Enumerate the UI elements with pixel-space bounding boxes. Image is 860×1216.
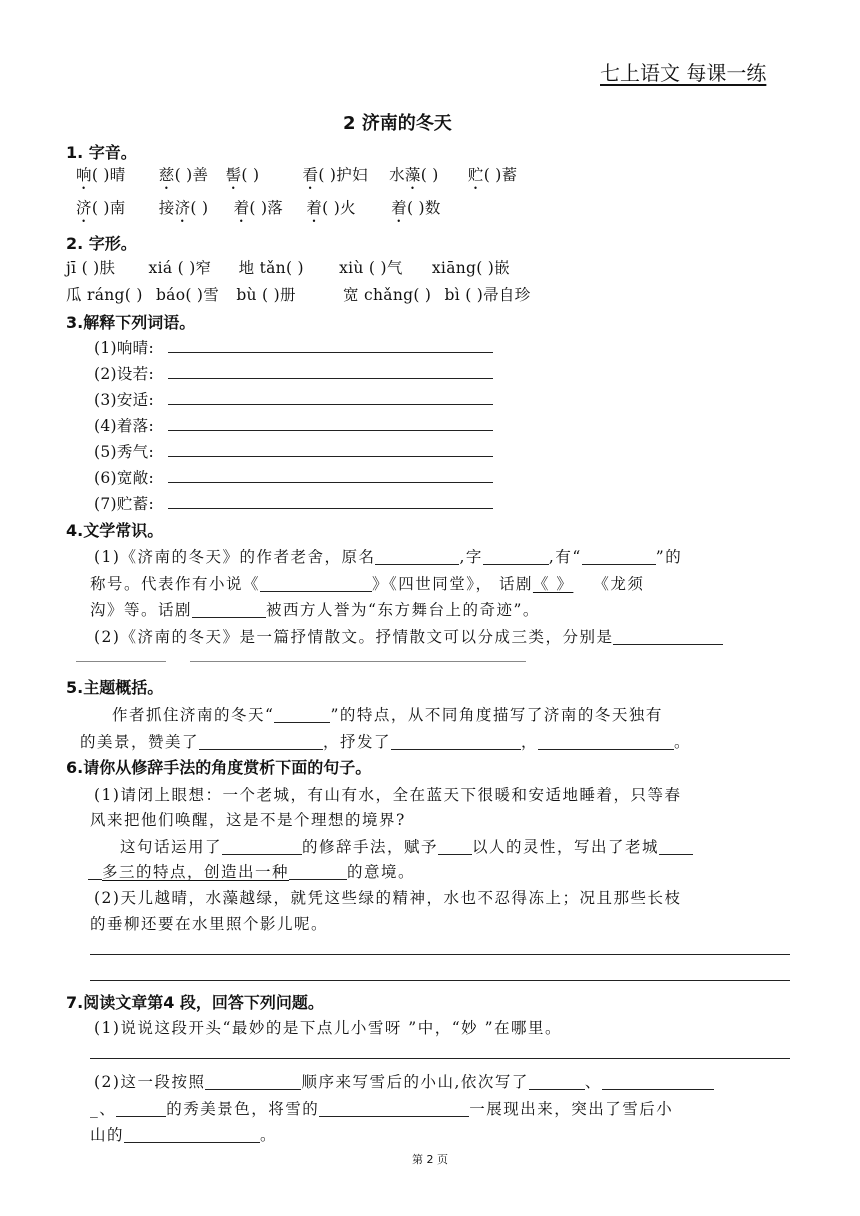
answer-line[interactable] bbox=[168, 404, 493, 405]
q3-heading: 3.解释下列词语。 bbox=[66, 313, 196, 332]
q1-row-1 bbox=[76, 163, 517, 193]
answer-line[interactable] bbox=[90, 954, 790, 955]
q7-s2-line-3: 山的 。 bbox=[90, 1126, 278, 1144]
q2-item: bì ( )帚自珍 bbox=[444, 286, 531, 304]
answer-line[interactable] bbox=[168, 352, 493, 353]
blank[interactable] bbox=[199, 734, 323, 751]
q4-line-4: (2)《济南的冬天》是一篇抒情散文。抒情散文可以分成三类，分别是 bbox=[94, 625, 723, 647]
answer-line[interactable] bbox=[168, 456, 493, 457]
q4-heading: 4.文学常识。 bbox=[66, 521, 164, 540]
blank[interactable] bbox=[88, 864, 102, 881]
q7-heading: 7.阅读文章第4 段，回答下列问题。 bbox=[66, 993, 324, 1012]
q2-row-1 bbox=[66, 256, 510, 278]
blank[interactable] bbox=[116, 1101, 166, 1118]
blank[interactable] bbox=[205, 1074, 301, 1091]
blank[interactable] bbox=[438, 839, 472, 856]
blank[interactable] bbox=[659, 839, 693, 856]
answer-line[interactable] bbox=[190, 661, 526, 662]
q1-item: 髻( ) bbox=[225, 166, 260, 184]
answer-line[interactable] bbox=[168, 482, 493, 483]
blank[interactable] bbox=[289, 864, 347, 881]
blank[interactable] bbox=[483, 549, 549, 566]
q2-item: báo( )雪 bbox=[155, 286, 220, 304]
blank[interactable] bbox=[602, 1074, 714, 1091]
q6-s2-line-2: 的垂柳还要在水里照个影儿呢。 bbox=[90, 915, 329, 933]
blank[interactable] bbox=[222, 839, 302, 856]
q4-line-3: 沟》等。话剧 被西方人誉为“东方舞台上的奇迹”。 bbox=[90, 601, 540, 619]
q4-line-2: 称号。代表作有小说《 》《四世同堂》， 话剧《 》 《龙须 bbox=[90, 575, 645, 593]
q7-s2-line-2: _、 的秀美景色，将雪的 一展现出来，突出了雪后小 bbox=[90, 1100, 674, 1118]
q6-s1-line-2: 风来把他们唤醒，这是不是个理想的境界? bbox=[90, 811, 406, 829]
page-number: 第 2 页 bbox=[412, 1153, 448, 1166]
blank[interactable] bbox=[192, 602, 266, 619]
answer-line[interactable] bbox=[76, 661, 166, 662]
q6-s2-line-1: (2)天儿越晴，水藻越绿，就凭这些绿的精神，水也不忍得冻上；况且那些长枝 bbox=[94, 889, 682, 907]
q2-item: xiāng( )嵌 bbox=[431, 259, 510, 277]
q2-item: xiù ( )气 bbox=[339, 259, 403, 277]
q2-item: 瓜 ráng( ) bbox=[66, 286, 143, 304]
q1-item: 着( )落 bbox=[233, 199, 284, 217]
page-title: 2 济南的冬天 bbox=[343, 113, 452, 134]
q1-item: 响( )晴 bbox=[76, 166, 126, 184]
q2-item: 宽 chǎng( ) bbox=[343, 286, 432, 304]
q2-item: bù ( )册 bbox=[236, 286, 296, 304]
page-header: 七上语文 每课一练 bbox=[600, 61, 767, 85]
blank[interactable] bbox=[391, 734, 521, 751]
q2-row-2 bbox=[66, 283, 531, 305]
answer-line[interactable] bbox=[168, 430, 493, 431]
q3-item-6: (6)宽敞: bbox=[94, 469, 154, 487]
q1-item: 济( )南 bbox=[76, 199, 126, 217]
q3-item-1: (1)响晴: bbox=[94, 339, 154, 357]
blank[interactable] bbox=[375, 549, 459, 566]
blank[interactable] bbox=[529, 1074, 585, 1091]
q2-heading: 2. 字形。 bbox=[66, 234, 137, 253]
answer-line[interactable] bbox=[168, 508, 493, 509]
q4-line-1: (1)《济南的冬天》的作者老舍，原名 ,字 ,有“ ”的 bbox=[94, 548, 683, 566]
q2-item: xiá ( )窄 bbox=[148, 259, 212, 277]
blank[interactable] bbox=[260, 576, 372, 593]
q1-item: 看( )护妇 bbox=[302, 166, 368, 184]
blank[interactable] bbox=[319, 1101, 469, 1118]
q1-row-2 bbox=[76, 196, 441, 226]
q3-item-7: (7)贮蓄: bbox=[94, 495, 154, 513]
q6-heading: 6.请你从修辞手法的角度赏析下面的句子。 bbox=[66, 758, 372, 777]
q1-heading: 1. 字音。 bbox=[66, 143, 137, 162]
q3-item-4: (4)着落: bbox=[94, 417, 154, 435]
q1-item: 水藻( ) bbox=[389, 166, 439, 184]
q2-item: jī ( )肤 bbox=[66, 259, 116, 277]
q6-s1-line-1: (1)请闭上眼想：一个老城，有山有水，全在蓝天下很暖和安适地睡着，只等春 bbox=[94, 786, 682, 804]
q5-line-1: 作者抓住济南的冬天“ ”的特点，从不同角度描写了济南的冬天独有 bbox=[112, 706, 663, 724]
answer-line[interactable] bbox=[90, 1058, 790, 1059]
q3-item-2: (2)设若: bbox=[94, 365, 154, 383]
blank[interactable] bbox=[124, 1127, 260, 1144]
q1-item: 接济( ) bbox=[158, 199, 209, 217]
q1-item: 着( )火 bbox=[306, 199, 356, 217]
q5-line-2: 的美景，赞美了 ，抒发了 ， 。 bbox=[80, 733, 692, 751]
blank[interactable] bbox=[538, 734, 674, 751]
blank[interactable] bbox=[274, 707, 330, 724]
blank[interactable] bbox=[582, 549, 656, 566]
q1-item: 慈( )善 bbox=[158, 166, 209, 184]
q1-item: 贮( )蓄 bbox=[467, 166, 518, 184]
q3-item-5: (5)秀气: bbox=[94, 443, 154, 461]
q2-item: 地 tǎn( ) bbox=[238, 259, 304, 277]
q6-s1-line-3: 这句话运用了 的修辞手法，赋予 以人的灵性，写出了老城 bbox=[120, 835, 693, 857]
q7-s1: (1)说说这段开头“最妙的是下点儿小雪呀 ”中，“妙 ”在哪里。 bbox=[94, 1019, 563, 1037]
q5-heading: 5.主题概括。 bbox=[66, 678, 164, 697]
answer-line[interactable] bbox=[90, 980, 790, 981]
answer-line[interactable] bbox=[168, 378, 493, 379]
blank[interactable] bbox=[613, 629, 723, 646]
q3-item-3: (3)安适: bbox=[94, 391, 154, 409]
q7-s2-line-1: (2)这一段按照 顺序来写雪后的小山,依次写了 、 bbox=[94, 1070, 714, 1092]
q1-item: 着( )数 bbox=[391, 199, 441, 217]
q6-s1-line-4: 多三的特点，创造出一种 的意境。 bbox=[88, 860, 415, 882]
